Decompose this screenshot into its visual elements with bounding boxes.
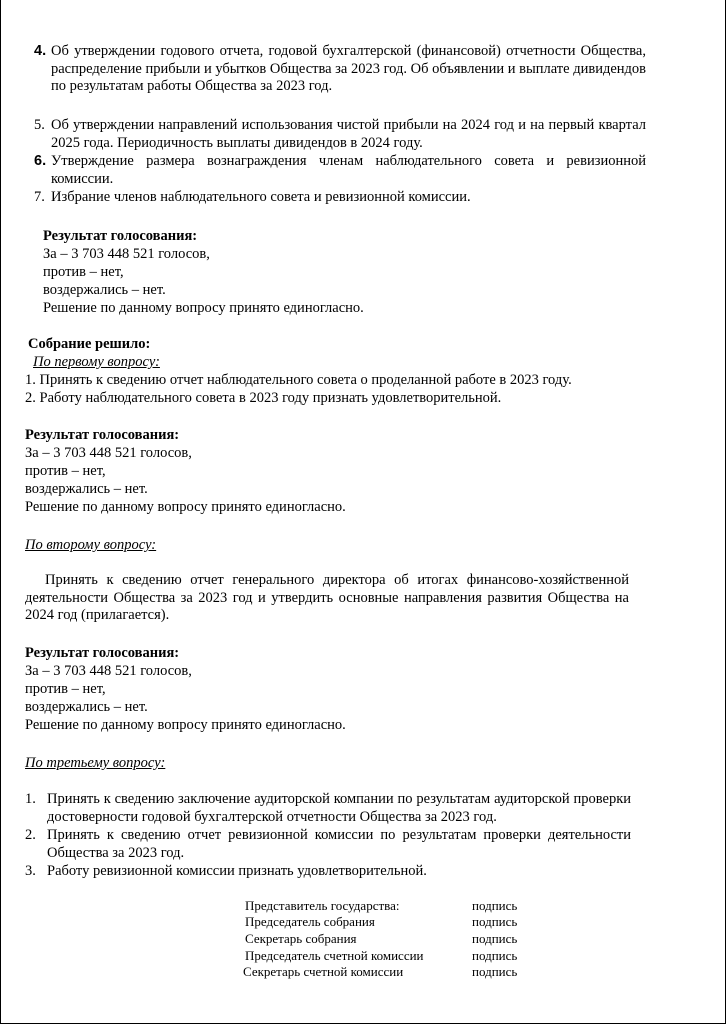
agenda-item-number: 5. <box>34 117 45 133</box>
question-1-item-1: 1. Принять к сведению отчет наблюдательного совета о проделанной работе в 2023 году. <box>25 372 572 388</box>
agenda-item-text: Утверждение размера вознаграждения членам наблюдательного совета и ревизионной комиссии. <box>51 153 646 187</box>
question-2-title: По второму вопросу: <box>25 537 157 553</box>
vote-abstained: воздержались – нет. <box>43 282 166 298</box>
vote-abstained: воздержались – нет. <box>25 699 148 715</box>
question-3-item-1 <box>25 791 631 826</box>
signature-role: Председатель собрания <box>245 914 375 929</box>
signature-mark: подпись <box>472 948 518 963</box>
agenda-item-4 <box>34 43 646 96</box>
vote-result-heading: Результат голосования: <box>25 427 180 443</box>
agenda-item-text: Об утверждении годового отчета, годовой бухгалтерской (финансовой) отчетности Общества, распределение прибыли и убытков Общества за 2023 год. Об объявлении и выплате дивидендов по результатам работы Общества за 2023 год. <box>51 43 646 94</box>
list-item-number: 3. <box>25 863 36 879</box>
question-1-item-2: 2. Работу наблюдательного совета в 2023 году признать удовлетворительной. <box>25 390 502 406</box>
signature-role: Председатель счетной комиссии <box>245 948 424 963</box>
agenda-item-number: 6. <box>34 153 47 169</box>
signature-role: Представитель государства: <box>245 898 400 913</box>
signature-mark: подпись <box>472 964 518 979</box>
resolved-heading: Собрание решило: <box>28 336 151 352</box>
agenda-item-number: 7. <box>34 189 45 205</box>
list-item-number: 2. <box>25 827 36 843</box>
vote-result-heading: Результат голосования: <box>25 645 180 661</box>
vote-against: против – нет, <box>43 264 124 280</box>
agenda-item-number: 4. <box>34 43 47 59</box>
signature-mark: подпись <box>472 898 518 913</box>
vote-against: против – нет, <box>25 681 106 697</box>
question-3-title: По третьему вопросу: <box>25 755 166 771</box>
list-item-number: 1. <box>25 791 36 807</box>
question-1-title: По первому вопросу: <box>33 354 160 370</box>
signature-role: Секретарь счетной комиссии <box>243 964 404 979</box>
vote-decision: Решение по данному вопросу принято единогласно. <box>25 717 346 733</box>
question-3-item-3 <box>25 863 631 881</box>
vote-for: За – 3 703 448 521 голосов, <box>25 445 192 461</box>
question-2-text: Принять к сведению отчет генерального директора об итогах финансово-хозяйственной деятельности Общества за 2023 год и утвердить основные направления развития Общества на 2024 год (прилагается). <box>25 572 629 623</box>
agenda-item-5 <box>34 117 646 152</box>
agenda-item-text: Об утверждении направлений использования чистой прибыли на 2024 год и на первый квартал 2025 года. Периодичность выплаты дивидендов в 2024 году. <box>51 117 646 151</box>
agenda-item-7 <box>34 189 646 207</box>
vote-for: За – 3 703 448 521 голосов, <box>25 663 192 679</box>
list-item-text: Принять к сведению отчет ревизионной комиссии по результатам проверки деятельности Общества за 2023 год. <box>47 827 631 861</box>
vote-decision: Решение по данному вопросу принято единогласно. <box>25 499 346 515</box>
signature-mark: подпись <box>472 914 518 929</box>
signature-mark: подпись <box>472 931 518 946</box>
signature-role: Секретарь собрания <box>245 931 357 946</box>
vote-against: против – нет, <box>25 463 106 479</box>
agenda-item-text: Избрание членов наблюдательного совета и ревизионной комиссии. <box>51 189 471 205</box>
question-3-item-2 <box>25 827 631 862</box>
agenda-item-6 <box>34 153 646 188</box>
vote-result-heading: Результат голосования: <box>43 228 198 244</box>
vote-abstained: воздержались – нет. <box>25 481 148 497</box>
list-item-text: Работу ревизионной комиссии признать удовлетворительной. <box>47 863 427 879</box>
vote-for: За – 3 703 448 521 голосов, <box>43 246 210 262</box>
vote-decision: Решение по данному вопросу принято единогласно. <box>43 300 364 316</box>
list-item-text: Принять к сведению заключение аудиторской компании по результатам аудиторской проверки достоверности годовой бухгалтерской отчетности Общества за 2023 год. <box>47 791 631 825</box>
